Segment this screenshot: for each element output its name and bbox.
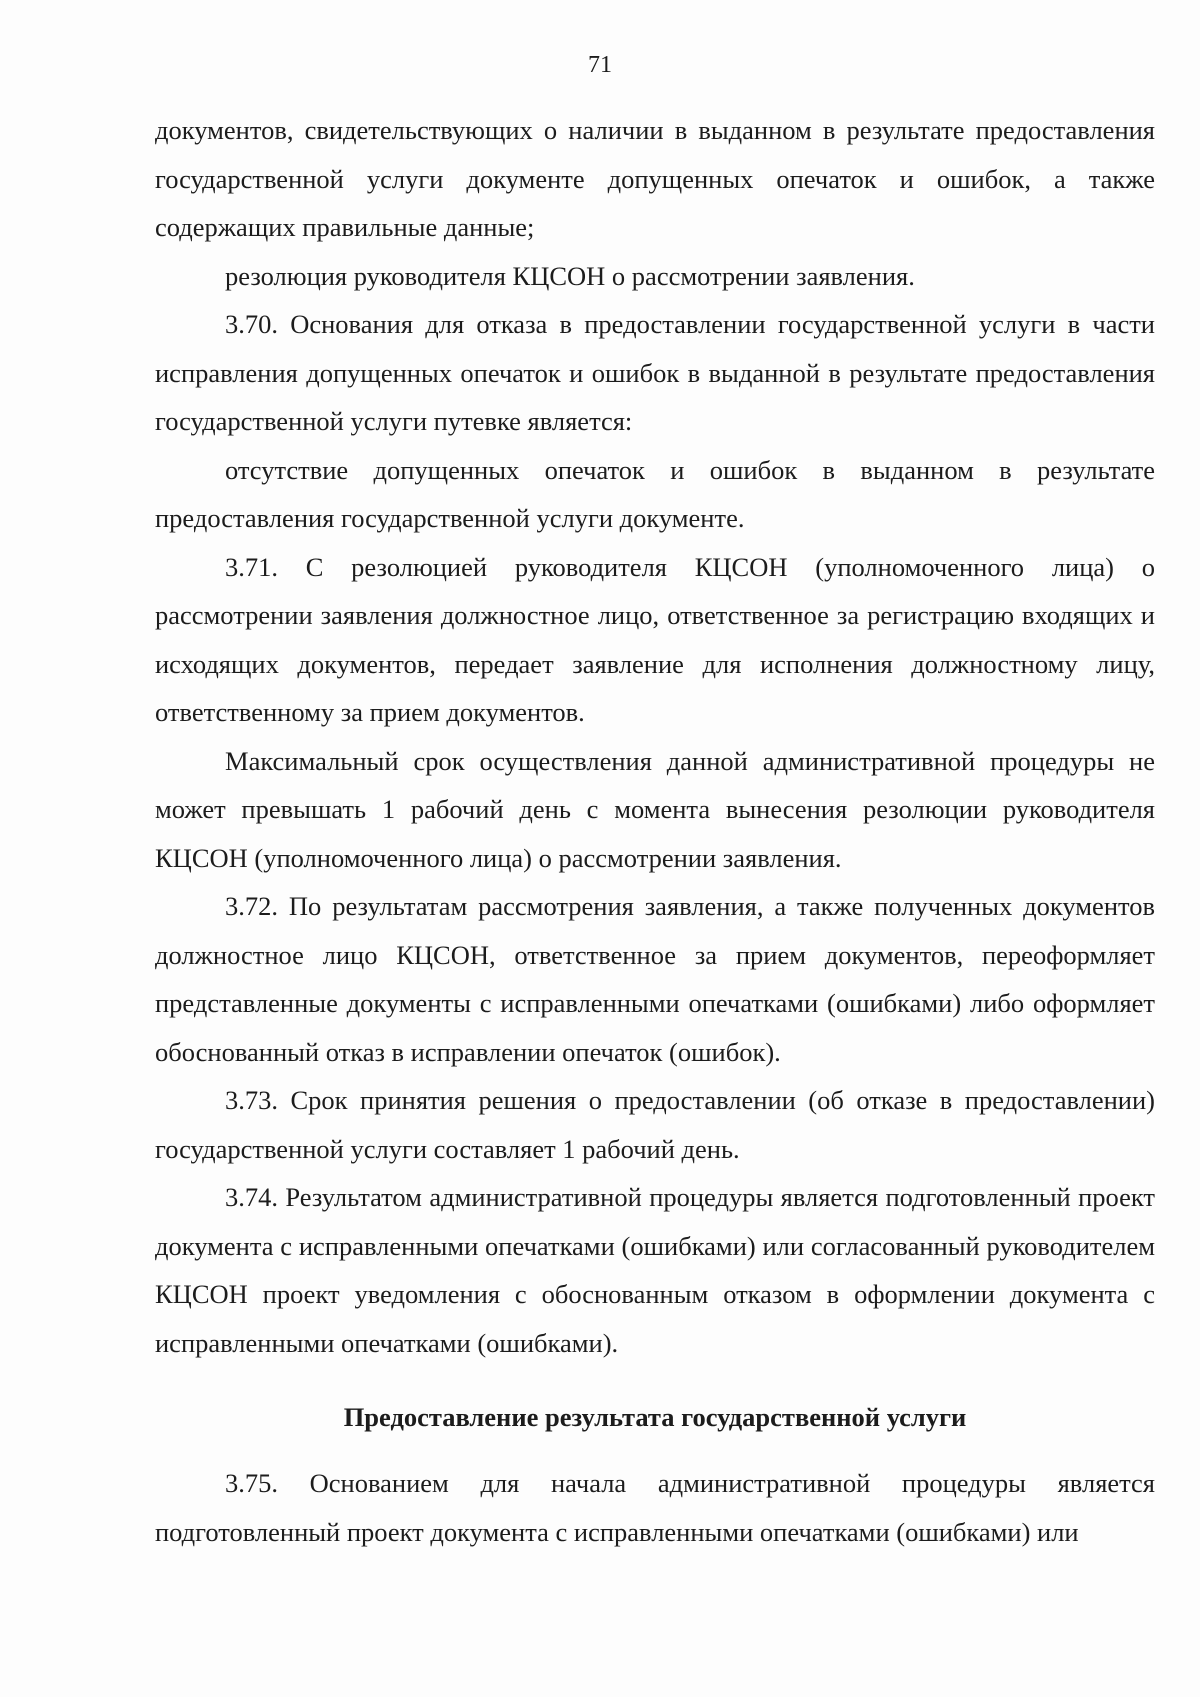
paragraph: резолюция руководителя КЦСОН о рассмотрении заявления.: [225, 260, 915, 291]
paragraph: 3.73. Срок принятия решения о предоставлении (об отказе в предоставлении) государственной услуги составляет 1 рабочий день.: [155, 1085, 1155, 1164]
page-number: 71: [588, 52, 612, 78]
paragraph: Максимальный срок осуществления данной административной процедуры не может превышать 1 рабочий день с момента вынесения резолюции руководителя КЦСОН (уполномоченного лица) о рассмотрении заявления.: [155, 745, 1155, 873]
paragraph: 3.71. С резолюцией руководителя КЦСОН (уполномоченного лица) о рассмотрении заявления должностное лицо, ответственное за регистрацию входящих и исходящих документов, передает заявление для исполнения должностному лицу, ответственному за прием документов.: [155, 551, 1155, 727]
paragraph: 3.74. Результатом административной процедуры является подготовленный проект документа с исправленными опечатками (ошибками) или согласованный руководителем КЦСОН проект уведомления с обоснованным отказом в оформлении документа с исправленными опечатками (ошибками).: [155, 1182, 1155, 1358]
document-body: [155, 106, 1155, 1556]
paragraph: отсутствие допущенных опечаток и ошибок в выданном в результате предоставления государственной услуги документе.: [155, 454, 1155, 533]
paragraph: документов, свидетельствующих о наличии в выданном в результате предоставления государственной услуги документе допущенных опечаток и ошибок, а также содержащих правильные данные;: [155, 115, 1155, 242]
paragraph: 3.70. Основания для отказа в предоставлении государственной услуги в части исправления допущенных опечаток и ошибок в выданной в результате предоставления государственной услуги путевке является:: [155, 309, 1155, 436]
paragraph: 3.72. По результатам рассмотрения заявления, а также полученных документов должностное лицо КЦСОН, ответственное за прием документов, переоформляет представленные документы с исправленными опечатками (ошибками) либо оформляет обоснованный отказ в исправлении опечаток (ошибок).: [155, 891, 1155, 1067]
paragraph: 3.75. Основанием для начала административной процедуры является подготовленный проект документа с исправленными опечатками (ошибками) или: [155, 1468, 1155, 1547]
section-heading: Предоставление результата государственной услуги: [343, 1402, 967, 1432]
